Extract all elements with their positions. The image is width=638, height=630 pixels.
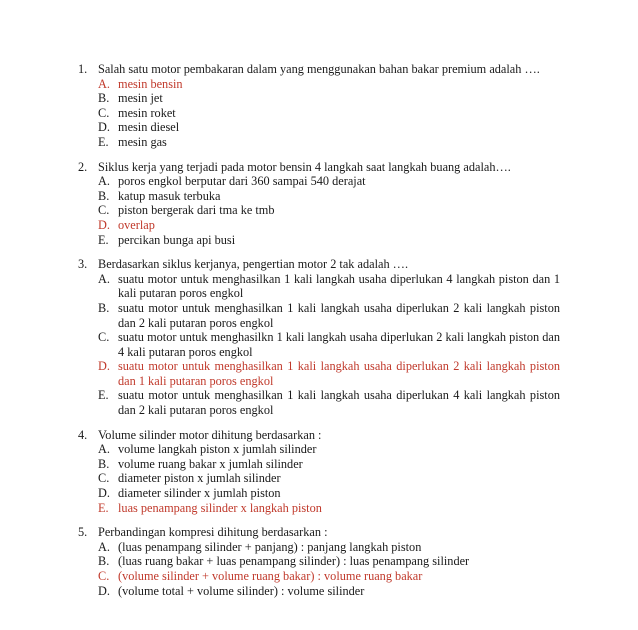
option-text: suatu motor untuk menghasilkan 1 kali langkah usaha diperlukan 4 langkah piston dan 1 kali putaran poros engkol xyxy=(118,271,560,301)
option-letter: A. xyxy=(98,442,110,457)
option-text: overlap xyxy=(118,217,155,232)
option-d xyxy=(98,486,560,501)
option-letter: B. xyxy=(98,554,110,569)
option-text: piston bergerak dari tma ke tmb xyxy=(118,203,275,218)
option-a xyxy=(98,77,560,92)
option-letter: B. xyxy=(98,91,110,106)
option-letter: D. xyxy=(98,486,110,501)
question-3 xyxy=(0,257,638,418)
option-c xyxy=(98,330,560,359)
question-text: Salah satu motor pembakaran dalam yang menggunakan bahan bakar premium adalah …. xyxy=(98,62,540,76)
option-b xyxy=(98,189,560,204)
question-1 xyxy=(0,62,638,150)
option-letter: D. xyxy=(98,217,110,232)
option-letter: E. xyxy=(98,232,109,247)
option-text: poros engkol berputar dari 360 sampai 540 derajat xyxy=(118,174,366,189)
option-text: mesin roket xyxy=(118,105,176,120)
document-page xyxy=(0,62,638,608)
option-a xyxy=(98,174,560,189)
option-letter: D. xyxy=(98,583,110,598)
option-letter: E. xyxy=(98,388,109,403)
option-letter: D. xyxy=(98,359,110,374)
question-number: 1. xyxy=(78,62,88,76)
option-text: katup masuk terbuka xyxy=(118,188,221,203)
option-letter: D. xyxy=(98,120,110,135)
option-c xyxy=(98,106,560,121)
option-text: percikan bunga api busi xyxy=(118,232,236,247)
option-letter: B. xyxy=(98,300,110,315)
question-text: Volume silinder motor dihitung berdasarkan : xyxy=(98,427,322,442)
option-letter: C. xyxy=(98,330,110,345)
option-letter: C. xyxy=(98,569,110,583)
option-d xyxy=(98,120,560,135)
option-a xyxy=(98,272,560,301)
option-text: volume ruang bakar x jumlah silinder xyxy=(118,456,303,471)
option-d xyxy=(98,218,560,233)
option-letter: A. xyxy=(98,271,110,286)
option-b xyxy=(98,301,560,330)
option-d xyxy=(98,584,560,599)
option-e xyxy=(98,135,560,150)
option-text: (volume silinder + volume ruang bakar) : volume ruang bakar xyxy=(118,569,423,583)
question-number: 4. xyxy=(78,427,88,442)
option-text: mesin bensin xyxy=(118,76,183,91)
option-d xyxy=(98,359,560,388)
option-text: mesin jet xyxy=(118,91,163,106)
option-letter: B. xyxy=(98,456,110,471)
option-text: luas penampang silinder x langkah piston xyxy=(118,500,322,515)
option-letter: C. xyxy=(98,203,110,218)
question-text: Siklus kerja yang terjadi pada motor bensin 4 langkah saat langkah buang adalah…. xyxy=(98,159,511,174)
option-text: suatu motor untuk menghasilkn 1 kali langkah usaha diperlukan 2 kali langkah piston dan 4 kali putaran poros engkol xyxy=(118,330,560,359)
option-a xyxy=(98,540,560,555)
question-4 xyxy=(0,428,638,516)
option-letter: A. xyxy=(98,174,110,189)
option-letter: E. xyxy=(98,500,109,515)
question-2 xyxy=(0,160,638,248)
option-text: volume langkah piston x jumlah silinder xyxy=(118,442,317,457)
option-c xyxy=(98,569,560,584)
option-text: diameter piston x jumlah silinder xyxy=(118,471,281,486)
option-text: mesin gas xyxy=(118,134,167,149)
question-number: 5. xyxy=(78,525,88,540)
option-b xyxy=(98,91,560,106)
question-text: Berdasarkan siklus kerjanya, pengertian motor 2 tak adalah …. xyxy=(98,257,409,272)
option-c xyxy=(98,471,560,486)
option-letter: C. xyxy=(98,105,110,120)
option-c xyxy=(98,203,560,218)
option-text: suatu motor untuk menghasilkan 1 kali langkah usaha diperlukan 4 kali langkah piston dan 2 kali putaran poros engkol xyxy=(118,388,560,418)
option-a xyxy=(98,442,560,457)
option-letter: B. xyxy=(98,188,110,203)
option-text: diameter silinder x jumlah piston xyxy=(118,486,281,501)
option-letter: A. xyxy=(98,76,110,91)
option-letter: C. xyxy=(98,471,110,486)
option-b xyxy=(98,554,560,569)
option-text: mesin diesel xyxy=(118,120,180,135)
option-text: suatu motor untuk menghasilkan 1 kali langkah usaha diperlukan 2 kali langkah piston dan 1 kali putaran poros engkol xyxy=(118,359,560,388)
option-text: (volume total + volume silinder) : volume silinder xyxy=(118,583,365,598)
option-e xyxy=(98,501,560,516)
question-text: Perbandingan kompresi dihitung berdasarkan : xyxy=(98,525,328,540)
option-letter: E. xyxy=(98,134,109,149)
option-text: suatu motor untuk menghasilkan 1 kali langkah usaha diperlukan 2 kali langkah piston dan 2 kali putaran poros engkol xyxy=(118,300,560,330)
option-text: (luas penampang silinder + panjang) : panjang langkah piston xyxy=(118,539,422,554)
option-e xyxy=(98,388,560,417)
option-letter: A. xyxy=(98,539,110,554)
question-number: 3. xyxy=(78,257,88,272)
option-e xyxy=(98,233,560,248)
question-number: 2. xyxy=(78,159,88,174)
question-5 xyxy=(0,525,638,598)
option-text: (luas ruang bakar + luas penampang silinder) : luas penampang silinder xyxy=(118,554,470,569)
option-b xyxy=(98,457,560,472)
